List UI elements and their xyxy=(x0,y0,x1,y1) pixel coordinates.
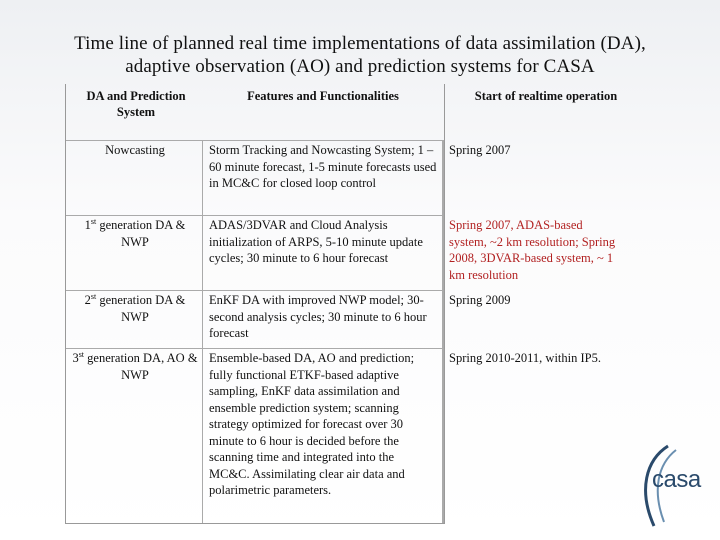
header-start: Start of realtime operation xyxy=(474,89,618,103)
ordinal-suffix: st xyxy=(90,216,97,226)
column-divider xyxy=(202,140,203,523)
system-label: Nowcasting xyxy=(105,143,165,157)
table-row-4-features: Ensemble-based DA, AO and prediction; fully functional ETKF-based adaptive sampling, EnKF data assimilation and ensemble prediction system; scanning strategy optimized for forecast over 30 minute to 6 hour is decided before the scanning time and integrated into the MC&C. Assimilating clear air data and polarimetric parameters. xyxy=(209,351,415,497)
title-line-2: adaptive observation (AO) and prediction systems for CASA xyxy=(125,56,595,77)
system-label: generation DA, AO & NWP xyxy=(84,351,198,382)
table-row-2-start: Spring 2007, ADAS-based system, ~2 km resolution; Spring 2008, 3DVAR-based system, ~ 1 km resolution xyxy=(449,218,616,282)
table-row-3-start: Spring 2009 xyxy=(449,293,511,307)
system-label: generation DA & NWP xyxy=(96,218,186,249)
table-row-4-system xyxy=(70,350,200,383)
generation-number: 3 xyxy=(72,351,79,365)
column-divider xyxy=(443,140,444,523)
table-row-1-features: Storm Tracking and Nowcasting System; 1 – 60 minute forecast, 1-5 minute forecasts used in MC&C for closed loop control xyxy=(209,143,437,190)
table-row-1-start: Spring 2007 xyxy=(449,143,511,157)
table-row-1-system xyxy=(70,142,200,159)
row-divider xyxy=(66,348,444,349)
generation-number: 1 xyxy=(84,218,91,232)
system-label: generation DA & NWP xyxy=(96,293,186,324)
table-row-3-system xyxy=(70,292,200,325)
generation-number: 2 xyxy=(84,293,91,307)
ordinal-suffix: st xyxy=(90,291,97,301)
table-row-2-system xyxy=(70,217,200,250)
title-line-1: Time line of planned real time implementations of data assimilation (DA), xyxy=(74,33,646,54)
casa-logo-text: casa xyxy=(652,466,701,493)
header-system: DA and Prediction System xyxy=(86,89,186,119)
slide-title xyxy=(20,32,700,78)
table-header xyxy=(66,84,618,140)
row-divider xyxy=(66,290,444,291)
row-divider xyxy=(66,215,444,216)
table-row-2-features: ADAS/3DVAR and Cloud Analysis initialization of ARPS, 5-10 minute update cycles; 30 minute to 6 hour forecast xyxy=(209,218,423,265)
table-row-4-start: Spring 2010-2011, within IP5. xyxy=(449,351,601,365)
row-divider xyxy=(66,140,444,141)
table-row-3-features: EnKF DA with improved NWP model; 30-second analysis cycles; 30 minute to 6 hour forecast xyxy=(209,293,427,340)
header-features: Features and Functionalities xyxy=(247,89,399,103)
ordinal-suffix: st xyxy=(78,349,85,359)
